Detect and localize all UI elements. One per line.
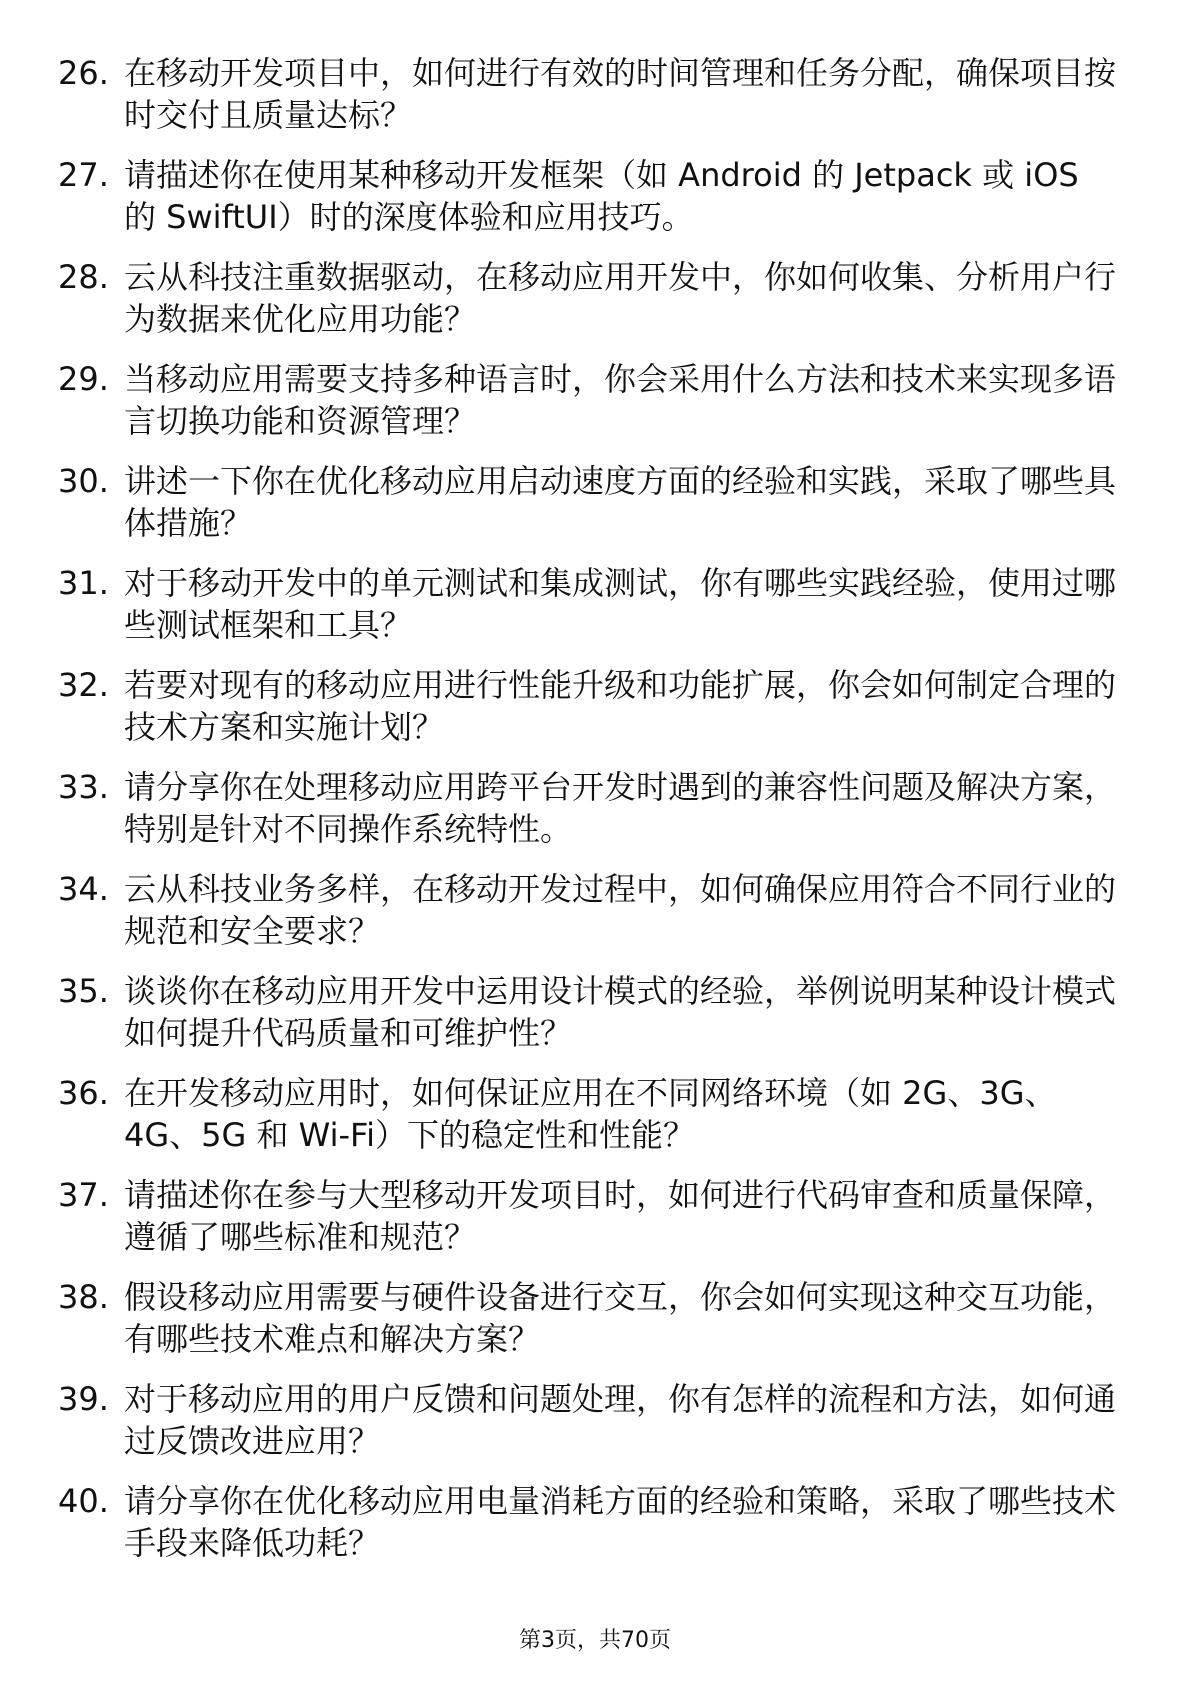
question-item-33 <box>58 766 1118 850</box>
question-item-29 <box>58 358 1118 442</box>
question-number: 39. <box>58 1380 109 1418</box>
question-text: 在移动开发项目中，如何进行有效的时间管理和任务分配，确保项目按时交付且质量达标？ <box>124 54 1117 134</box>
question-number: 29. <box>58 360 109 398</box>
question-text: 云从科技业务多样，在移动开发过程中，如何确保应用符合不同行业的规范和安全要求？ <box>124 870 1117 950</box>
question-item-37 <box>58 1174 1118 1258</box>
question-number: 33. <box>58 768 109 806</box>
question-item-27 <box>58 154 1118 238</box>
question-number: 30. <box>58 462 109 500</box>
question-number: 40. <box>58 1482 109 1520</box>
question-list <box>58 52 1118 1582</box>
question-text: 对于移动开发中的单元测试和集成测试，你有哪些实践经验，使用过哪些测试框架和工具？ <box>124 564 1117 644</box>
question-item-32 <box>58 664 1118 748</box>
question-text: 云从科技注重数据驱动，在移动应用开发中，你如何收集、分析用户行为数据来优化应用功能？ <box>124 258 1117 338</box>
question-item-40 <box>58 1480 1118 1564</box>
question-item-35 <box>58 970 1118 1054</box>
question-text: 对于移动应用的用户反馈和问题处理，你有怎样的流程和方法，如何通过反馈改进应用？ <box>124 1380 1117 1460</box>
page-number: 第3页，共70页 <box>519 1628 671 1653</box>
question-number: 31. <box>58 564 109 602</box>
question-item-34 <box>58 868 1118 952</box>
question-number: 32. <box>58 666 109 704</box>
question-number: 36. <box>58 1074 109 1112</box>
question-text: 假设移动应用需要与硬件设备进行交互，你会如何实现这种交互功能，有哪些技术难点和解决方案？ <box>124 1278 1117 1358</box>
question-item-26 <box>58 52 1118 136</box>
question-number: 27. <box>58 156 109 194</box>
question-item-38 <box>58 1276 1118 1360</box>
question-text: 当移动应用需要支持多种语言时，你会采用什么方法和技术来实现多语言切换功能和资源管理？ <box>124 360 1117 440</box>
question-text: 谈谈你在移动应用开发中运用设计模式的经验，举例说明某种设计模式如何提升代码质量和可维护性？ <box>124 972 1117 1052</box>
question-text: 若要对现有的移动应用进行性能升级和功能扩展，你会如何制定合理的技术方案和实施计划？ <box>124 666 1117 746</box>
question-number: 28. <box>58 258 109 296</box>
question-number: 35. <box>58 972 109 1010</box>
question-number: 26. <box>58 54 109 92</box>
question-number: 34. <box>58 870 109 908</box>
question-item-36 <box>58 1072 1118 1156</box>
question-text: 请描述你在参与大型移动开发项目时，如何进行代码审查和质量保障，遵循了哪些标准和规范？ <box>124 1176 1117 1256</box>
question-number: 38. <box>58 1278 109 1316</box>
question-item-30 <box>58 460 1118 544</box>
question-text: 在开发移动应用时，如何保证应用在不同网络环境（如 2G、3G、4G、5G 和 Wi-Fi）下的稳定性和性能？ <box>124 1074 1057 1154</box>
question-item-39 <box>58 1378 1118 1462</box>
question-item-28 <box>58 256 1118 340</box>
question-number: 37. <box>58 1176 109 1214</box>
question-item-31 <box>58 562 1118 646</box>
question-text: 请分享你在优化移动应用电量消耗方面的经验和策略，采取了哪些技术手段来降低功耗？ <box>124 1482 1117 1562</box>
question-text: 请分享你在处理移动应用跨平台开发时遇到的兼容性问题及解决方案，特别是针对不同操作系统特性。 <box>124 768 1117 848</box>
question-text: 讲述一下你在优化移动应用启动速度方面的经验和实践，采取了哪些具体措施？ <box>124 462 1117 542</box>
question-text: 请描述你在使用某种移动开发框架（如 Android 的 Jetpack 或 iOS 的 SwiftUI）时的深度体验和应用技巧。 <box>124 156 1079 236</box>
